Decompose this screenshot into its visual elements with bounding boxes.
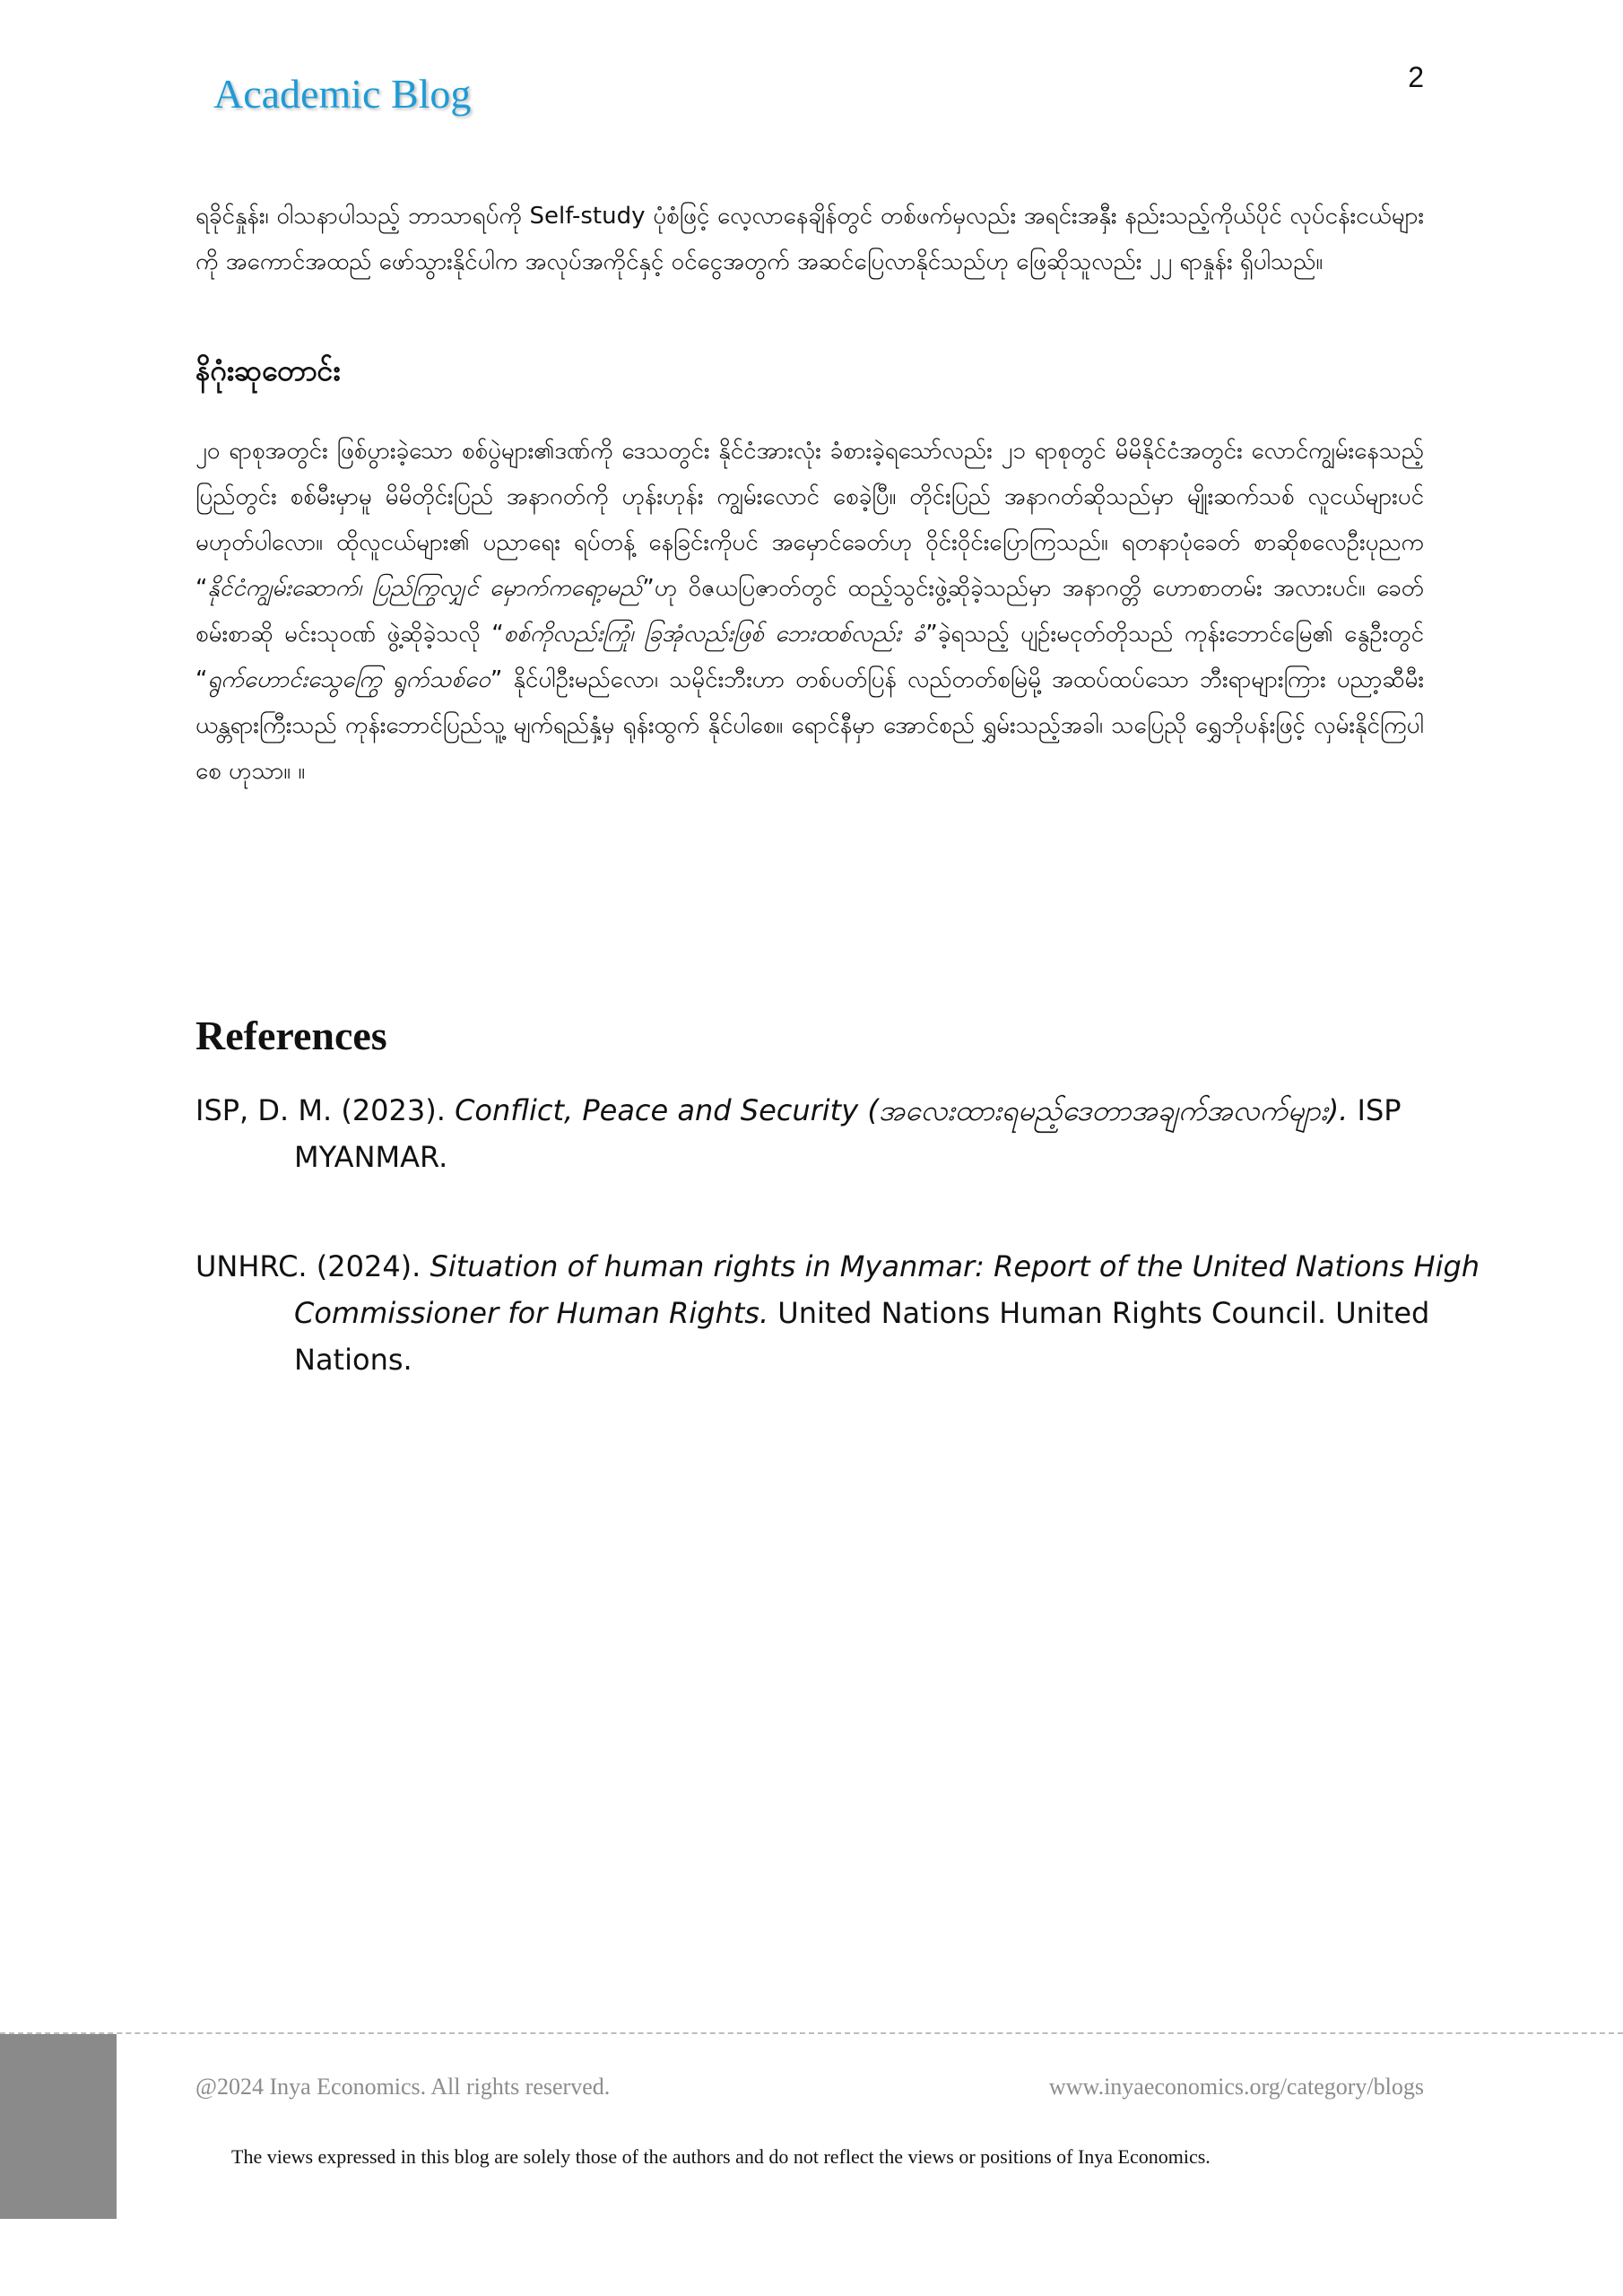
quote-text: စစ်ကိုလည်းကြုံ၊ ခြအုံလည်းဖြစ် ဘေးထစ်လည်း ခံ: [503, 621, 926, 648]
blog-title: Academic Blog: [213, 71, 472, 117]
reference-title: Situation of human rights in Myanmar: Report of the United Nations High Commissioner for Human Rights.: [294, 1249, 1480, 1330]
paragraph-text: ”ခဲ့ရသည့် ပျဉ်းမငုတ်တိုသည် ကုန်းဘောင်မြေ၏ နွေဦးတွင် “: [195, 621, 1424, 693]
reference-publisher: United Nations Human Rights Council. United Nations.: [294, 1296, 1430, 1377]
reference-author: UNHRC. (2024).: [195, 1249, 430, 1283]
footer-accent-block: [0, 2034, 117, 2219]
paragraph-text: ”ဟု ဝိဇယပြဇာတ်တွင် ထည့်သွင်းဖွဲ့ဆိုခဲ့သည်မှာ အနာဂတ္တိ ဟောစာတမ်း အလားပင်။ ခေတ်စမ်းစာဆို မင်းသုဝဏ် ဖွဲ့ဆိုခဲ့သလို “: [195, 575, 1424, 648]
end-mark: ။: [298, 758, 306, 785]
paragraph-text: ၂၀ ရာစုအတွင်း ဖြစ်ပွားခဲ့သော စစ်ပွဲများ၏ဒဏ်ကို ဒေသတွင်း နိုင်ငံအားလုံး ခံစားခဲ့ရသော်လည်း ၂၁ ရာစုတွင် မိမိနိုင်ငံအတွင်း လောင်ကျွမ်းနေသည့် ပြည်တွင်း စစ်မီးမှာမူ မိမိတိုင်းပြည် အနာဂတ်ကို ဟုန်းဟုန်း ကျွမ်းလောင် စေခဲ့ပြီ။ တိုင်းပြည် အနာဂတ်ဆိုသည်မှာ မျိုးဆက်သစ် လူငယ်များပင် မဟုတ်ပါလော။ ထိုလူငယ်များ၏ ပညာရေး ရပ်တန့် နေခြင်းကိုပင် အမှောင်ခေတ်ဟု ဝိုင်းဝိုင်းပြောကြသည်။ ရတနာပုံခေတ် စာဆိုစလေဦးပုညက “: [195, 438, 1424, 602]
paragraph-text: ” နိုင်ပါဦးမည်လော၊ သမိုင်းဘီးဟာ တစ်ပတ်ပြန် လည်တတ်စမြဲမို့ အထပ်ထပ်သော ဘီးရာများကြား ပညာ့ဆီမီး ယန္တရားကြီးသည် ကုန်းဘောင်ပြည်သူ့ မျက်ရည်နှံ့မှ ရုန်းထွက် နိုင်ပါစေ။ ရောင်နီမှာ အောင်စည် ရွှမ်းသည့်အခါ၊ သပြေညို ရွှေဘိုပန်းဖြင့် လှမ်းနိုင်ကြပါစေ ဟုသာ။: [195, 666, 1424, 785]
reference-title: Conflict, Peace and Security (အလေးထားရမည့်ဒေတာအချက်အလက်များ).: [455, 1093, 1349, 1127]
conclusion-paragraph: [195, 429, 1424, 795]
reference-item: [195, 1243, 1532, 1383]
footer-copyright: @2024 Inya Economics. All rights reserved.: [195, 2074, 611, 2100]
page-number: 2: [1408, 61, 1424, 93]
reference-item: [195, 1087, 1532, 1180]
body-paragraph: ရခိုင်နှုန်း၊ ဝါသနာပါသည့် ဘာသာရပ်ကို Self-study ပုံစံဖြင့် လေ့လာနေချိန်တွင် တစ်ဖက်မှလည်း အရင်းအနှီး နည်းသည့်ကိုယ်ပိုင် လုပ်ငန်းငယ်များကို အကောင်အထည် ဖော်သွားနိုင်ပါက အလုပ်အကိုင်နှင့် ဝင်ငွေအတွက် အဆင်ပြေလာနိုင်သည်ဟု ဖြေဆိုသူလည်း ၂၂ ရာနှုန်း ရှိပါသည်။: [195, 203, 1424, 275]
footer-disclaimer: The views expressed in this blog are solely those of the authors and do not reflect the views or positions of Inya Economics.: [231, 2145, 1211, 2168]
reference-author: ISP, D. M. (2023).: [195, 1093, 456, 1127]
quote-text: နိုင်ငံကျွမ်းဆောက်၊ ပြည်ကြွလျှင် မှောက်ကရော့မည်: [207, 575, 643, 602]
footer-url: www.inyaeconomics.org/category/blogs: [1048, 2074, 1424, 2100]
quote-text: ရွက်ဟောင်းသွေကြွေ ရွက်သစ်ဝေ: [207, 666, 490, 693]
reference-publisher: ISP MYANMAR.: [294, 1093, 1402, 1174]
footer-divider: [0, 2032, 1623, 2034]
references-heading: References: [195, 1013, 387, 1058]
section-heading-conclusion: နိဂုံးဆုတောင်း: [195, 353, 341, 387]
